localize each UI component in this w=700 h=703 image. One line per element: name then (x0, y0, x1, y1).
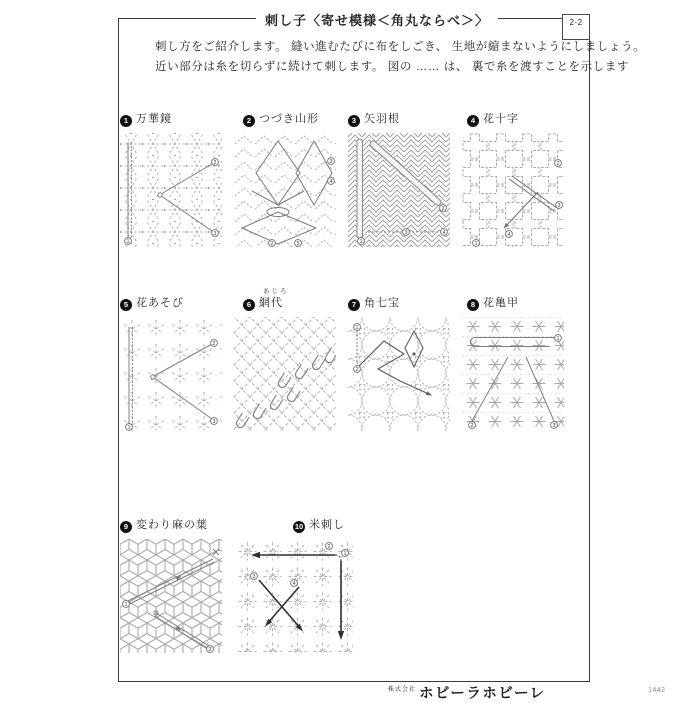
pattern-number-badge: 5 (120, 299, 132, 311)
intro-text (155, 37, 645, 77)
page-title: 刺し子〈寄せ模様＜角丸ならべ＞〉 (256, 10, 498, 29)
svg-text:3: 3 (552, 422, 556, 429)
pattern-number-badge: 3 (348, 115, 360, 127)
stitch-order-marker (556, 202, 563, 209)
svg-text:1: 1 (556, 335, 560, 342)
stitch-order-marker (473, 240, 480, 247)
swatch-kawari-asanoha (120, 539, 222, 653)
stitch-order-marker (441, 229, 448, 236)
swatch-tsuzuki-yamagata (234, 133, 336, 247)
stitch-order-marker (212, 159, 219, 166)
swatch-ajiro (234, 317, 336, 431)
pattern-cell-kawari-asanoha (120, 516, 240, 653)
svg-text:5: 5 (296, 240, 300, 247)
svg-text:4: 4 (292, 580, 296, 587)
svg-text:2: 2 (327, 543, 331, 550)
pattern-label (243, 288, 354, 309)
swatch-yabane (348, 133, 450, 247)
pattern-cell-hana-juji (462, 110, 582, 247)
stitch-order-marker (328, 178, 335, 185)
pattern-name: 矢羽根 (364, 113, 400, 125)
stitch-order-marker (469, 422, 476, 429)
svg-text:1: 1 (126, 238, 130, 245)
pattern-cell-tsuzuki-yamagata (234, 110, 354, 247)
pattern-name: 米刺し (309, 519, 345, 531)
pattern-label (467, 110, 582, 124)
stitch-order-marker (358, 238, 365, 245)
svg-text:2: 2 (212, 340, 216, 347)
pattern-label (120, 110, 240, 124)
pattern-label (243, 110, 354, 124)
stitch-order-marker (207, 646, 214, 653)
pattern-label (293, 516, 355, 530)
swatch-kome-zashi (235, 539, 353, 653)
pattern-cell-kaku-shippo (348, 294, 468, 431)
pattern-number-badge: 10 (294, 522, 304, 531)
svg-text:3: 3 (212, 418, 216, 425)
pattern-label (467, 294, 582, 308)
intro-line-2: 近い部分は糸を切らずに続けて刺します。 図の …… は、 裏で糸を渡すことを示します (155, 61, 630, 73)
stitch-order-marker (269, 240, 276, 247)
pattern-cell-yabane (348, 110, 468, 247)
stitch-order-marker (555, 335, 562, 342)
pattern-number-badge: 1 (120, 115, 132, 127)
stitch-order-marker (125, 238, 132, 245)
pattern-cell-hana-kikko (462, 294, 582, 431)
company-prefix: 株式会社 (388, 687, 417, 693)
stitch-order-marker (295, 240, 302, 247)
pattern-name: 変わり麻の葉 (136, 519, 208, 531)
pattern-number-badge: 4 (467, 115, 479, 127)
stitch-order-marker (328, 158, 335, 165)
svg-text:2: 2 (556, 160, 560, 167)
stitch-order-marker (211, 418, 218, 425)
swatch-kaku-shippo (348, 317, 450, 431)
pattern-cell-mangekyo (120, 110, 240, 247)
intro-line-1: 刺し方をご紹介します。 縫い進むたびに布をしごき、 生地が縮まないようにしましょう。 (155, 41, 646, 53)
pattern-number-badge: 2 (243, 115, 255, 127)
pattern-name: 花亀甲 (483, 297, 519, 309)
pattern-number-badge: 8 (467, 299, 479, 311)
svg-text:1: 1 (343, 550, 347, 557)
document-number: 1442 (648, 687, 666, 694)
svg-text:4: 4 (442, 229, 446, 236)
pattern-cell-ajiro (234, 288, 354, 431)
svg-text:1: 1 (127, 424, 131, 431)
svg-text:1: 1 (359, 238, 363, 245)
pattern-number-badge: 6 (243, 299, 255, 311)
pattern-number-badge: 9 (120, 521, 132, 533)
stitch-order-marker (342, 550, 349, 557)
company-name: ホビーラホビーレ (419, 686, 546, 702)
pattern-label (348, 110, 468, 124)
svg-text:3: 3 (213, 230, 217, 237)
stitch-order-marker (440, 205, 447, 212)
svg-text:1: 1 (124, 601, 128, 608)
svg-text:2: 2 (213, 159, 217, 166)
pattern-furigana: あじろ (263, 288, 289, 295)
pattern-name: つづき山形 (259, 113, 319, 125)
stitch-order-marker (212, 230, 219, 237)
pattern-label (120, 516, 240, 530)
pattern-name: 万華鏡 (136, 113, 172, 125)
pattern-name: 角七宝 (364, 297, 400, 309)
stitch-order-marker (211, 340, 218, 347)
svg-text:4: 4 (329, 178, 333, 185)
svg-text:1: 1 (474, 240, 478, 247)
svg-text:1: 1 (355, 324, 359, 331)
page-number: 2-2 (569, 18, 583, 27)
pattern-name: 網代 (259, 297, 283, 309)
stitch-order-marker (326, 543, 333, 550)
svg-text:2: 2 (355, 366, 359, 373)
stitch-order-marker (551, 422, 558, 429)
stitch-order-marker (354, 324, 361, 331)
svg-text:2: 2 (470, 422, 474, 429)
pattern-name: 花あそび (136, 297, 184, 309)
pattern-label (120, 294, 240, 308)
svg-text:4: 4 (507, 231, 511, 238)
svg-text:2: 2 (208, 646, 212, 653)
pattern-name: 花十字 (483, 113, 519, 125)
svg-text:2: 2 (270, 240, 274, 247)
pattern-number-badge: 7 (348, 299, 360, 311)
swatch-hana-asobi (120, 317, 222, 431)
stitch-order-marker (123, 601, 130, 608)
stitch-order-marker (555, 160, 562, 167)
svg-text:2: 2 (441, 205, 445, 212)
stitch-order-marker (354, 366, 361, 373)
stitch-order-marker (251, 573, 258, 580)
stitch-order-marker (126, 424, 133, 431)
swatch-hana-juji (462, 133, 564, 247)
swatch-mangekyo (120, 133, 222, 247)
stitch-order-marker (506, 231, 513, 238)
svg-text:3: 3 (404, 229, 408, 236)
swatch-hana-kikko (462, 317, 564, 431)
pattern-cell-hana-asobi (120, 294, 240, 431)
pattern-cell-kome-zashi (235, 516, 355, 653)
pattern-label (348, 294, 468, 308)
stitch-order-marker (291, 580, 298, 587)
svg-text:3: 3 (252, 573, 256, 580)
svg-text:3: 3 (557, 202, 561, 209)
svg-text:3: 3 (329, 158, 333, 165)
stitch-order-marker (403, 229, 410, 236)
